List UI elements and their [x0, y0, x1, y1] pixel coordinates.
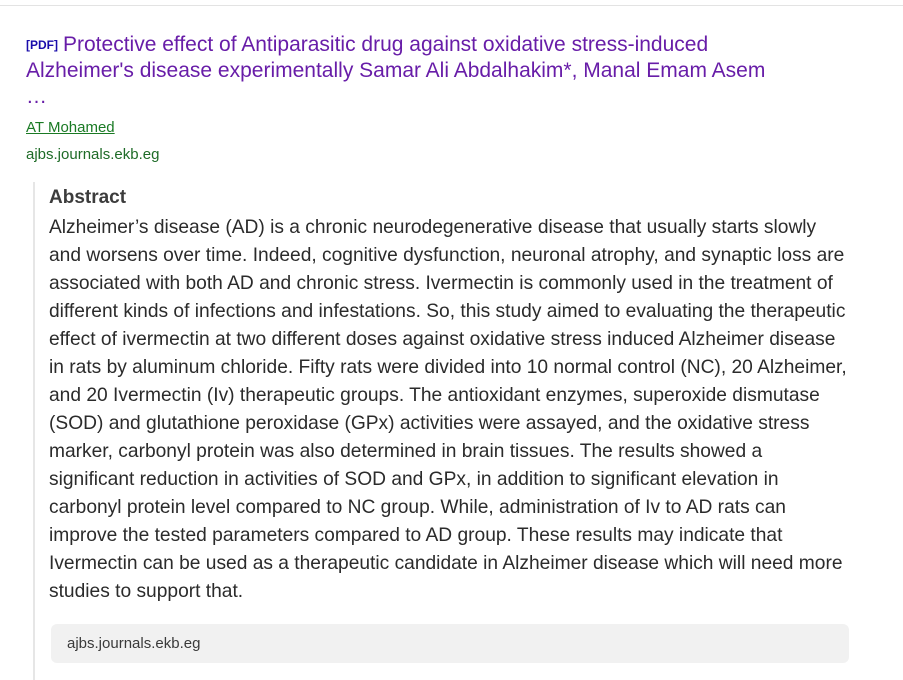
source-domain: ajbs.journals.ekb.eg: [26, 146, 160, 163]
result-title-line: [26, 32, 786, 110]
abstract-text: Alzheimer’s disease (AD) is a chronic neurodegenerative disease that usually starts slowly and worsens over time. Indeed, cognitive dysfunction, neuronal atrophy, and synaptic loss are associated with both AD and chronic stress. Ivermectin is commonly used in the treatment of different kinds of infections and infestations. So, this study aimed to evaluating the therapeutic effect of ivermectin at two different doses against oxidative stress induced Alzheimer disease in rats by aluminum chloride. Fifty rats were divided into 10 normal control (NC), 20 Alzheimer, and 20 Ivermectin (Iv) therapeutic groups. The antioxidant enzymes, superoxide dismutase (SOD) and glutathione peroxidase (GPx) activities were assayed, and the oxidative stress marker, carbonyl protein was also determined in brain tissues. The results showed a significant reduction in activities of SOD and GPx, in addition to significant elevation in carbonyl protein level compared to NC group. While, administration of Iv to AD rats can improve the tested parameters compared to AD group. These results may indicate that Ivermectin can be used as a therapeutic candidate in Alzheimer disease which will need more studies to support that.: [49, 217, 847, 602]
source-chip[interactable]: ajbs.journals.ekb.eg: [51, 624, 849, 663]
abstract-block: [33, 182, 849, 680]
author-line: [26, 118, 856, 138]
author-link[interactable]: AT Mohamed: [26, 119, 115, 136]
result-title-link[interactable]: Protective effect of Antiparasitic drug against oxidative stress-induced Alzheimer's disease experimentally Samar Ali Abdalhakim*, Manal Emam Asem …: [26, 33, 766, 108]
top-divider: [0, 5, 903, 6]
abstract-heading: Abstract: [49, 187, 127, 208]
pdf-format-tag[interactable]: [PDF]: [26, 38, 58, 52]
search-result: [26, 32, 856, 165]
